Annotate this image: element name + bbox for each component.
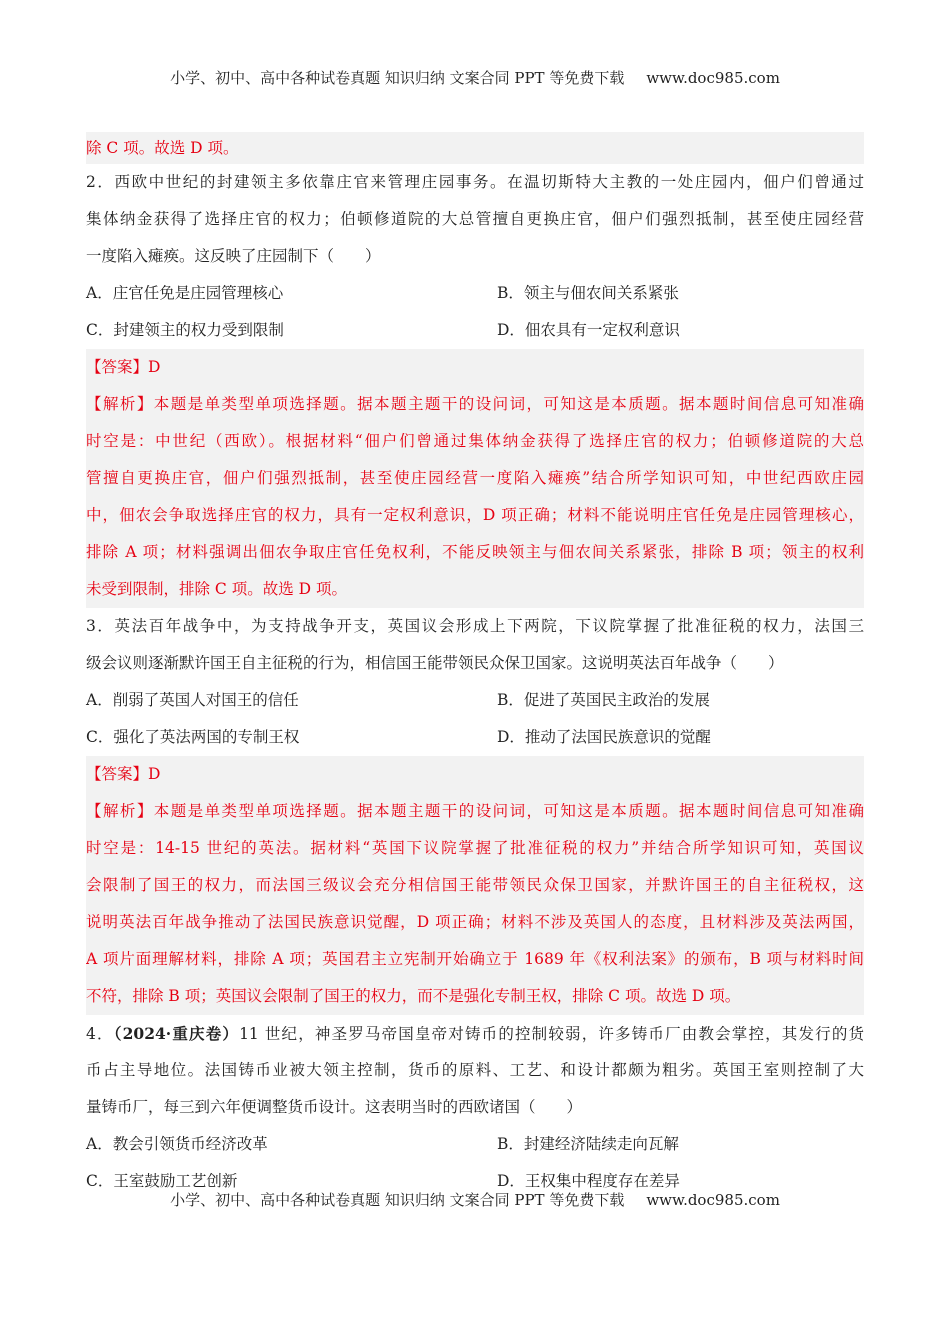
analysis-text: 不符，排除 B 项；英国议会限制了国王的权力，而不是强化专制王权，排除 C 项。故选 D 项。: [86, 987, 741, 1005]
option-d: D．王权集中程度存在差异: [497, 1172, 680, 1190]
question-text: 11 世纪，神圣罗马帝国皇帝对铸币的控制较弱，许多铸币厂由教会掌控，其发行的货: [239, 1025, 864, 1043]
analysis-text: 未受到限制，排除 C 项。故选 D 项。: [86, 580, 347, 598]
option-c: C．王室鼓励工艺创新: [86, 1172, 238, 1190]
question-4: [86, 1015, 864, 1200]
option-d: D．佃农具有一定权利意识: [497, 321, 680, 339]
question-text: 2．西欧中世纪的封建领主多依靠庄官来管理庄园事务。在温切斯特大主教的一处庄园内，佃户们曾通过: [86, 173, 864, 191]
option-b: B．促进了英国民主政治的发展: [497, 691, 710, 709]
question-text: 币占主导地位。法国铸币业被大领主控制，货币的原料、工艺、和设计都颇为粗劣。英国王室则控制了大: [86, 1061, 864, 1079]
option-c: C．封建领主的权力受到限制: [86, 321, 284, 339]
analysis-text: 中，佃农会争取选择庄官的权力，具有一定权利意识，D 项正确；材料不能说明庄官任免是庄园管理核心，: [86, 506, 864, 524]
answer-block: [86, 349, 864, 608]
answer-label: 【答案】: [86, 358, 149, 376]
analysis-text: 时空是：中世纪（西欧）。根据材料“佃户们曾通过集体纳金获得了选择庄官的权力；伯顿修道院的大总: [86, 432, 864, 450]
analysis-label: 【解析】: [86, 802, 154, 820]
option-c: C．强化了英法两国的专制王权: [86, 728, 300, 746]
analysis-text: 本题是单类型单项选择题。据本题主题干的设问词，可知这是本质题。据本题时间信息可知准确: [153, 802, 864, 820]
answer-label: 【答案】: [86, 765, 149, 783]
option-a: A．削弱了英国人对国王的信任: [86, 691, 299, 709]
question-source: （2024·重庆卷）: [113, 1024, 240, 1043]
question-text: 一度陷入瘫痪。这反映了庄园制下（ ）: [86, 247, 381, 265]
analysis-text: 说明英法百年战争推动了法国民族意识觉醒，D 项正确；材料不涉及英国人的态度，且材料涉及英法两国，: [86, 913, 864, 931]
analysis-text: A 项片面理解材料，排除 A 项；英国君主立宪制开始确立于 1689 年《权利法案》的颁布，B 项与材料时间: [86, 950, 864, 968]
answer-value: D: [148, 358, 161, 376]
option-b: B．封建经济陆续走向瓦解: [497, 1135, 679, 1153]
analysis-text: 会限制了国王的权力，而法国三级议会充分相信国王能带领民众保卫国家，并默许国王的自主征税权，这: [86, 876, 864, 894]
question-2: [86, 164, 864, 608]
analysis-text: 本题是单类型单项选择题。据本题主题干的设问词，可知这是本质题。据本题时间信息可知准确: [153, 395, 864, 413]
analysis-text: 时空是：14-15 世纪的英法。据材料“英国下议院掌握了批准征税的权力”并结合所学知识可知，英国议: [86, 839, 864, 857]
page-header: [0, 68, 950, 88]
option-b: B．领主与佃农间关系紧张: [497, 284, 679, 302]
header-text: 小学、初中、高中各种试卷真题 知识归纳 文案合同 PPT 等免费下载: [170, 69, 625, 87]
question-text: 3．英法百年战争中，为支持战争开支，英国议会形成上下两院，下议院掌握了批准征税的权力，法国三: [86, 617, 864, 635]
header-site[interactable]: www.doc985.com: [646, 69, 780, 87]
question-text: 量铸币厂，每三到六年便调整货币设计。这表明当时的西欧诸国（ ）: [86, 1098, 583, 1116]
question-3: [86, 608, 864, 1015]
option-a: A．庄官任免是庄园管理核心: [86, 284, 284, 302]
option-a: A．教会引领货币经济改革: [86, 1135, 268, 1153]
analysis-label: 【解析】: [86, 395, 154, 413]
answer-value: D: [148, 765, 161, 783]
option-d: D．推动了法国民族意识的觉醒: [497, 728, 711, 746]
footer-text: 小学、初中、高中各种试卷真题 知识归纳 文案合同 PPT 等免费下载: [170, 1191, 625, 1209]
page-footer: [0, 1190, 950, 1210]
question-text: 级会议则逐渐默许国王自主征税的行为，相信国王能带领民众保卫国家。这说明英法百年战争（ ）: [86, 654, 784, 672]
analysis-text: 管擅自更换庄官，佃户们强烈抵制，甚至使庄园经营一度陷入瘫痪”结合所学知识可知，中世纪西欧庄园: [86, 469, 864, 487]
document-body: [86, 136, 864, 1200]
question-text: 集体纳金获得了选择庄官的权力；伯顿修道院的大总管擅自更换庄官，佃户们强烈抵制，甚至使庄园经营: [86, 210, 864, 228]
previous-analysis-tail: 除 C 项。故选 D 项。: [86, 132, 864, 164]
analysis-text: 排除 A 项；材料强调出佃农争取庄官任免权利，不能反映领主与佃农间关系紧张，排除 B 项；领主的权利: [86, 543, 864, 561]
footer-site[interactable]: www.doc985.com: [646, 1191, 780, 1209]
answer-block: [86, 756, 864, 1015]
question-number: 4．: [86, 1025, 114, 1043]
